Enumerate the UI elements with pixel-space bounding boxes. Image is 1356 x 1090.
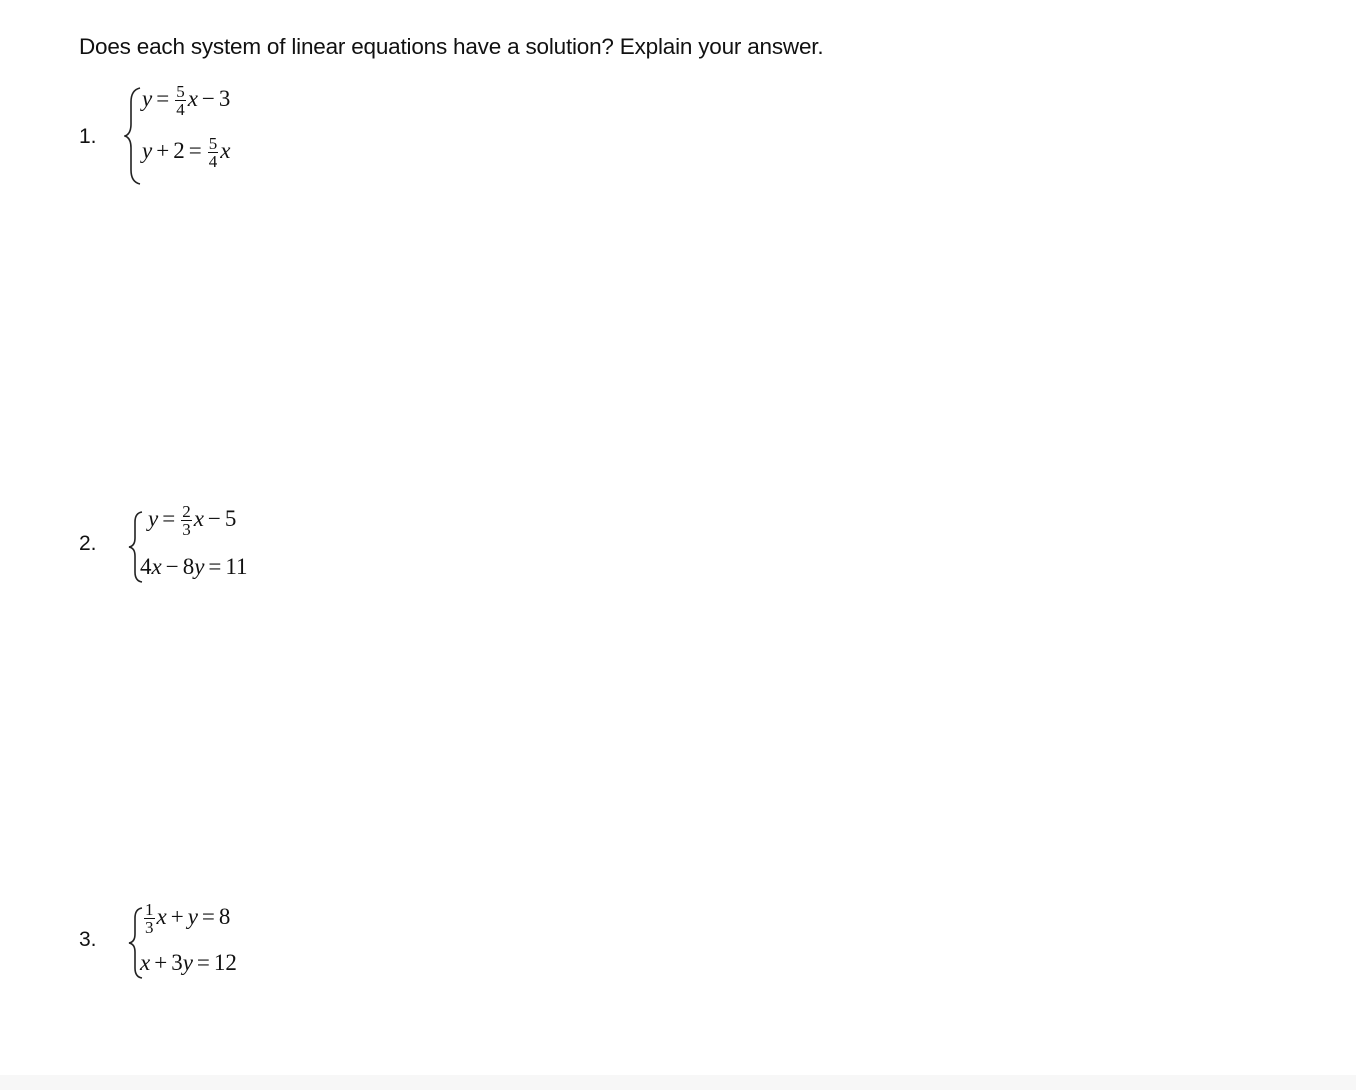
fraction: $\frac{5}{4}$ bbox=[208, 134, 218, 171]
problem-1-number: 1. bbox=[79, 125, 97, 148]
problem-3-equation-1: $\frac{1}{3}$ x + y = 8 bbox=[145, 900, 231, 937]
problem-2-number: 2. bbox=[79, 532, 97, 555]
problem-2-equation-2: 4x − 8y = 11 bbox=[140, 554, 248, 579]
problem-1-equation-2: y + 2 = $\frac{5}{4}$ x bbox=[142, 134, 231, 171]
fraction: $\frac{1}{3}$ bbox=[145, 900, 154, 937]
fraction: $\frac{2}{3}$ bbox=[182, 502, 191, 539]
page-bottom-band bbox=[0, 1075, 1356, 1090]
problem-2-equation-1: y = $\frac{2}{3}$ x − 5 bbox=[148, 502, 237, 539]
instructions-text: Does each system of linear equations have a solution? Explain your answer. bbox=[79, 34, 824, 59]
fraction: $\frac{5}{4}$ bbox=[176, 82, 185, 119]
problem-3-number: 3. bbox=[79, 928, 97, 951]
problem-1-equation-1: y = $\frac{5}{4}$ x − 3 bbox=[142, 82, 231, 119]
problem-3-equation-2: x + 3y = 12 bbox=[140, 950, 237, 975]
left-brace-icon bbox=[124, 86, 144, 186]
